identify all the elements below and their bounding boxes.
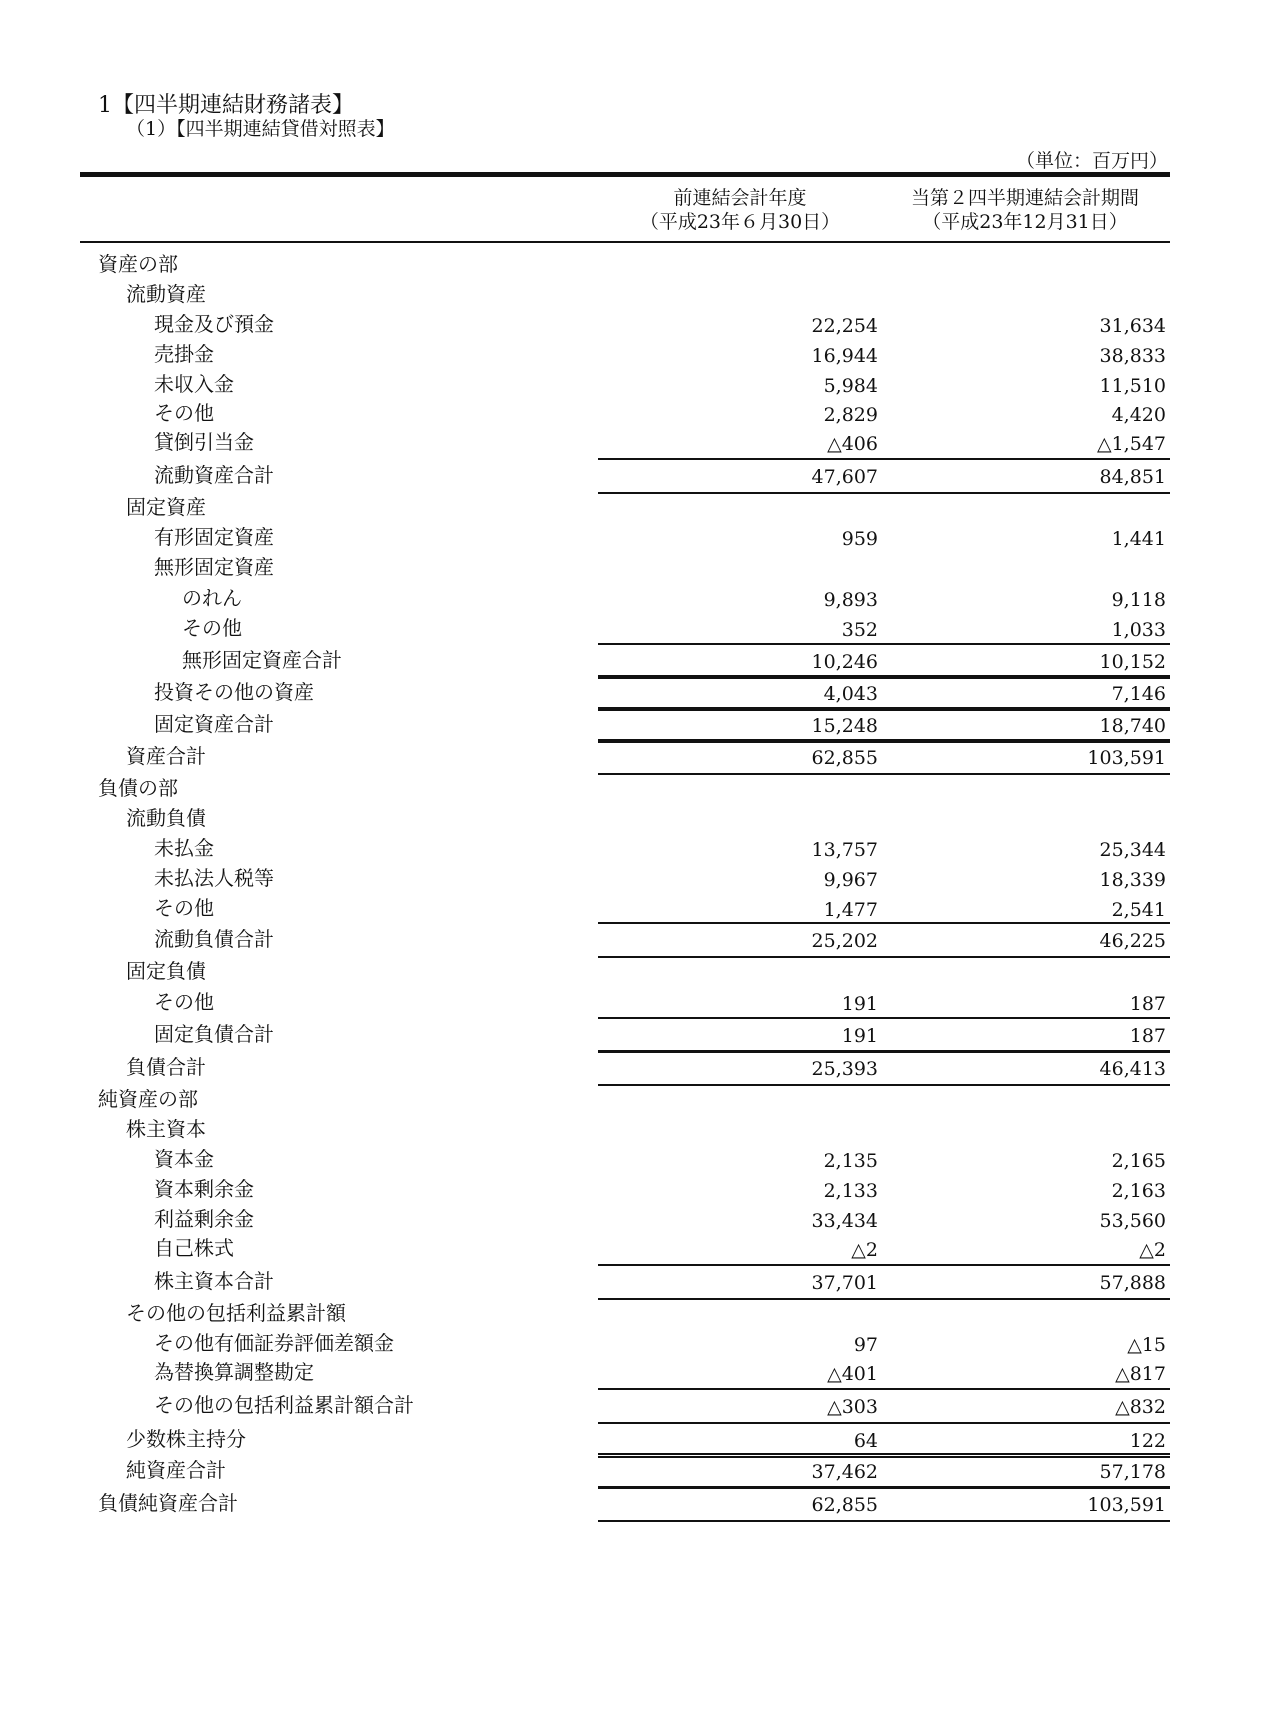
row-label: 固定資産 <box>126 495 206 519</box>
total-row <box>0 1424 1280 1454</box>
subtotal-rule-top <box>880 739 1170 741</box>
value-current: △1,547 <box>1096 433 1166 455</box>
subtotal-rule-top <box>598 922 882 924</box>
row-label: のれん <box>182 586 242 610</box>
table-row <box>0 583 1280 613</box>
top-rule <box>80 172 1170 177</box>
table-row <box>0 863 1280 893</box>
subtotal-rule-bottom <box>880 1520 1170 1522</box>
subtotal-rule-top <box>880 1453 1170 1455</box>
value-current: 187 <box>1129 993 1166 1015</box>
value-previous: 37,701 <box>811 1272 878 1294</box>
subtotal-rule-top <box>880 1050 1170 1052</box>
header-rule <box>80 241 1170 243</box>
total-row <box>0 924 1280 954</box>
row-label: 純資産の部 <box>98 1087 198 1111</box>
row-label: 負債の部 <box>98 776 178 800</box>
row-label: 無形固定資産合計 <box>182 648 342 672</box>
value-current: 38,833 <box>1099 345 1166 367</box>
subtotal-rule-top <box>880 1264 1170 1266</box>
value-previous: 62,855 <box>811 1494 878 1516</box>
value-current: 46,225 <box>1099 930 1166 952</box>
table-row <box>0 552 1280 582</box>
table-row <box>0 1328 1280 1358</box>
total-row <box>0 1390 1280 1420</box>
value-previous: 64 <box>853 1430 878 1452</box>
value-current: 57,178 <box>1099 1461 1166 1483</box>
value-current: △832 <box>1115 1396 1166 1418</box>
subtotal-rule-top <box>880 643 1170 645</box>
value-current: △817 <box>1115 1363 1166 1385</box>
value-current: 9,118 <box>1111 589 1166 611</box>
value-current: 1,033 <box>1111 619 1166 641</box>
document-title: 1【四半期連結財務諸表】 <box>98 93 354 118</box>
subtotal-rule-top <box>598 1388 882 1390</box>
row-label: 現金及び預金 <box>154 312 274 336</box>
value-previous: 191 <box>841 993 878 1015</box>
row-label: 未払法人税等 <box>154 866 274 890</box>
table-row <box>0 522 1280 552</box>
value-current: 103,591 <box>1087 747 1166 769</box>
value-current: 53,560 <box>1099 1210 1166 1232</box>
value-current: 57,888 <box>1099 1272 1166 1294</box>
value-previous: 352 <box>841 619 878 641</box>
value-current: 31,634 <box>1099 315 1166 337</box>
value-previous: 97 <box>853 1334 878 1356</box>
row-label: 固定負債 <box>126 959 206 983</box>
subtotal-rule-bottom <box>598 1520 882 1522</box>
value-previous: 25,202 <box>811 930 878 952</box>
value-current: 18,339 <box>1099 869 1166 891</box>
value-current: 11,510 <box>1099 375 1166 397</box>
value-previous: 33,434 <box>811 1210 878 1232</box>
subtotal-rule-top <box>598 1017 882 1019</box>
subtotal-rule-top <box>880 1017 1170 1019</box>
value-current: 4,420 <box>1111 404 1166 426</box>
row-label: 固定負債合計 <box>154 1022 274 1046</box>
value-previous: 959 <box>841 528 878 550</box>
value-previous: △303 <box>827 1396 878 1418</box>
table-row <box>0 492 1280 522</box>
table-row <box>0 833 1280 863</box>
value-previous: 10,246 <box>811 651 878 673</box>
value-previous: △406 <box>827 433 878 455</box>
row-label: 資本金 <box>154 1147 214 1171</box>
row-label: 未払金 <box>154 836 214 860</box>
row-label: 利益剰余金 <box>154 1207 254 1231</box>
row-label: 流動資産合計 <box>154 463 274 487</box>
total-row <box>0 645 1280 675</box>
value-previous: 9,893 <box>823 589 878 611</box>
column-header-current <box>880 186 1170 234</box>
column-header-previous-date: （平成23年６月30日） <box>639 211 841 233</box>
column-header-current-date: （平成23年12月31日） <box>922 211 1128 233</box>
value-previous: 15,248 <box>811 715 878 737</box>
table-row <box>0 1233 1280 1263</box>
total-row <box>0 460 1280 490</box>
value-previous: 37,462 <box>811 1461 878 1483</box>
table-row <box>0 369 1280 399</box>
row-label: 資産の部 <box>98 252 178 276</box>
value-previous: 2,829 <box>823 404 878 426</box>
subtotal-rule-top <box>880 675 1170 677</box>
row-label: 株主資本合計 <box>154 1269 274 1293</box>
value-previous: 13,757 <box>811 839 878 861</box>
column-header-previous-title: 前連結会計年度 <box>673 187 807 209</box>
subtotal-rule-top <box>598 1422 882 1424</box>
row-label: その他有価証券評価差額金 <box>154 1331 394 1355</box>
value-previous: 25,393 <box>811 1058 878 1080</box>
row-label: 為替換算調整勘定 <box>154 1360 314 1384</box>
column-header-current-title: 当第２四半期連結会計期間 <box>910 187 1139 209</box>
table-row <box>0 987 1280 1017</box>
total-row <box>0 1019 1280 1049</box>
subtotal-rule-top <box>880 1422 1170 1424</box>
total-row <box>0 1455 1280 1485</box>
row-label: 貸倒引当金 <box>154 430 254 454</box>
table-row <box>0 339 1280 369</box>
value-previous: 16,944 <box>811 345 878 367</box>
value-previous: 4,043 <box>823 683 878 705</box>
row-label: 未収入金 <box>154 372 234 396</box>
subtotal-rule-top <box>880 922 1170 924</box>
value-current: 2,541 <box>1111 899 1166 921</box>
table-row <box>0 1298 1280 1328</box>
subtotal-rule-top <box>598 643 882 645</box>
subtotal-rule-top <box>598 1453 882 1455</box>
total-row <box>0 1052 1280 1082</box>
table-row <box>0 803 1280 833</box>
total-row <box>0 709 1280 739</box>
row-label: 少数株主持分 <box>126 1427 246 1451</box>
value-previous: 191 <box>841 1025 878 1047</box>
row-label: その他の包括利益累計額 <box>126 1301 346 1325</box>
table-row <box>0 1357 1280 1387</box>
row-label: その他 <box>154 990 214 1014</box>
column-header-previous <box>620 186 860 234</box>
value-current: 122 <box>1129 1430 1166 1452</box>
row-label: 負債純資産合計 <box>98 1491 238 1515</box>
value-previous: 62,855 <box>811 747 878 769</box>
value-previous: 1,477 <box>823 899 878 921</box>
row-label: その他 <box>154 401 214 425</box>
statement-title: （1）【四半期連結貸借対照表】 <box>126 118 395 140</box>
value-current: 103,591 <box>1087 1494 1166 1516</box>
table-row <box>0 1144 1280 1174</box>
row-label: 負債合計 <box>126 1055 206 1079</box>
total-row <box>0 741 1280 771</box>
row-label: 流動負債合計 <box>154 927 274 951</box>
value-previous: 5,984 <box>823 375 878 397</box>
row-label: 流動負債 <box>126 806 206 830</box>
value-current: △15 <box>1127 1334 1166 1356</box>
value-current: 2,163 <box>1111 1180 1166 1202</box>
value-current: 84,851 <box>1099 466 1166 488</box>
row-label: その他の包括利益累計額合計 <box>154 1393 414 1417</box>
value-current: 2,165 <box>1111 1150 1166 1172</box>
value-previous: △401 <box>827 1363 878 1385</box>
value-previous: △2 <box>851 1239 878 1261</box>
row-label: 固定資産合計 <box>154 712 274 736</box>
row-label: その他 <box>154 896 214 920</box>
value-previous: 2,133 <box>823 1180 878 1202</box>
value-current: 1,441 <box>1111 528 1166 550</box>
subtotal-rule-top <box>880 458 1170 460</box>
row-label: 資産合計 <box>126 744 206 768</box>
value-previous: 9,967 <box>823 869 878 891</box>
value-current: 7,146 <box>1111 683 1166 705</box>
total-row <box>0 677 1280 707</box>
table-row <box>0 309 1280 339</box>
row-label: 売掛金 <box>154 342 214 366</box>
subtotal-rule-top <box>880 1388 1170 1390</box>
table-row <box>0 427 1280 457</box>
row-label: その他 <box>182 616 242 640</box>
table-row <box>0 893 1280 923</box>
table-row <box>0 1084 1280 1114</box>
subtotal-rule-top <box>598 1486 882 1488</box>
row-label: 無形固定資産 <box>154 555 274 579</box>
value-current: 10,152 <box>1099 651 1166 673</box>
table-row <box>0 773 1280 803</box>
subtotal-rule-top <box>598 675 882 677</box>
total-row <box>0 1488 1280 1518</box>
row-label: 投資その他の資産 <box>154 680 314 704</box>
table-row <box>0 1114 1280 1144</box>
table-row <box>0 956 1280 986</box>
value-previous: 22,254 <box>811 315 878 337</box>
row-label: 資本剰余金 <box>154 1177 254 1201</box>
subtotal-rule-top <box>598 739 882 741</box>
value-current: △2 <box>1139 1239 1166 1261</box>
table-row <box>0 613 1280 643</box>
value-current: 46,413 <box>1099 1058 1166 1080</box>
value-previous: 2,135 <box>823 1150 878 1172</box>
row-label: 純資産合計 <box>126 1458 226 1482</box>
row-label: 流動資産 <box>126 282 206 306</box>
total-row <box>0 1266 1280 1296</box>
value-current: 187 <box>1129 1025 1166 1047</box>
table-row <box>0 1204 1280 1234</box>
subtotal-rule-top <box>598 707 882 709</box>
row-label: 自己株式 <box>154 1236 234 1260</box>
value-current: 25,344 <box>1099 839 1166 861</box>
value-previous: 47,607 <box>811 466 878 488</box>
subtotal-rule-top <box>880 1486 1170 1488</box>
value-current: 18,740 <box>1099 715 1166 737</box>
row-label: 有形固定資産 <box>154 525 274 549</box>
table-row <box>0 1174 1280 1204</box>
subtotal-rule-top <box>598 458 882 460</box>
subtotal-rule-top <box>880 707 1170 709</box>
subtotal-rule-top <box>598 1264 882 1266</box>
table-row <box>0 249 1280 279</box>
subtotal-rule-top <box>598 1050 882 1052</box>
table-row <box>0 398 1280 428</box>
table-row <box>0 279 1280 309</box>
row-label: 株主資本 <box>126 1117 206 1141</box>
unit-note: （単位：百万円） <box>1015 150 1168 172</box>
